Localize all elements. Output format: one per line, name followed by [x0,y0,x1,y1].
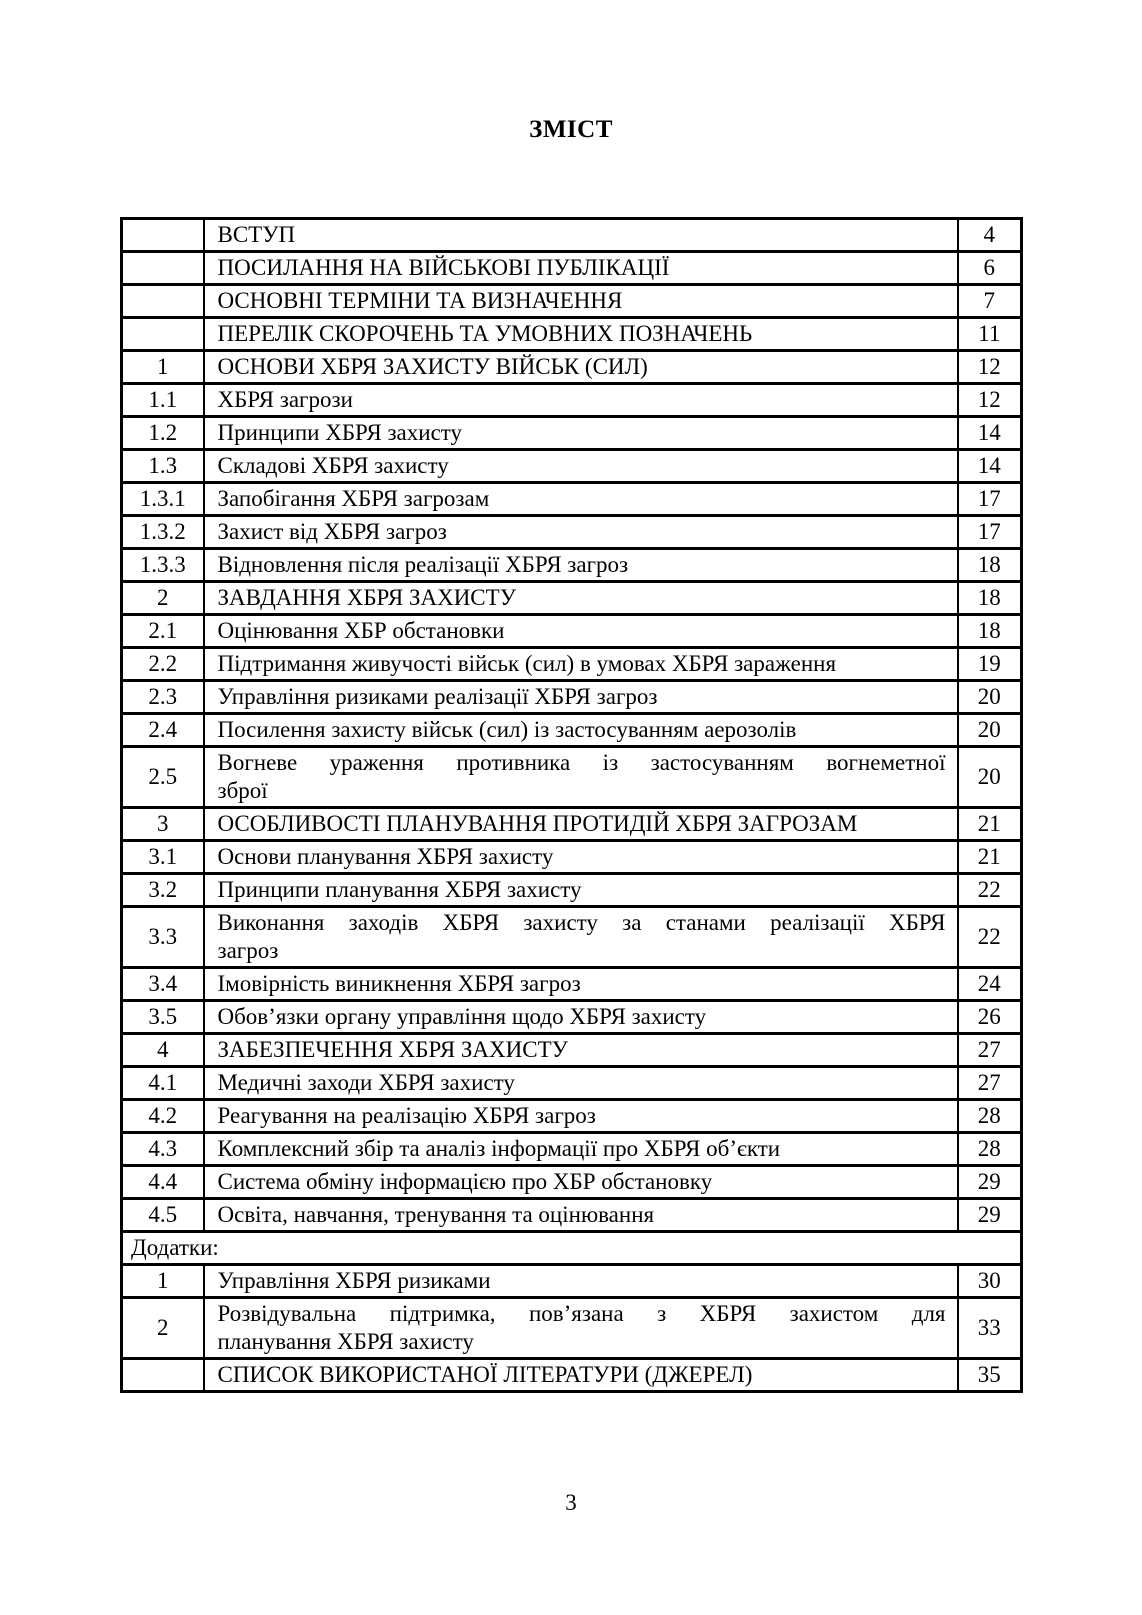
table-row [122,1001,1022,1034]
row-title-text: ПОСИЛАННЯ НА ВІЙСЬКОВІ ПУБЛІКАЦІЇ [217,255,670,280]
row-title-cell [204,747,958,808]
row-title-cell [204,384,958,417]
table-row [122,1034,1022,1067]
row-number-cell: 2.3 [122,681,204,714]
row-page-cell: 29 [958,1166,1022,1199]
row-title-cell [204,450,958,483]
row-number-cell: 3.4 [122,968,204,1001]
row-title-cell [204,219,958,252]
table-row [122,747,1022,808]
row-page-cell: 7 [958,285,1022,318]
row-number-cell: 4.4 [122,1166,204,1199]
row-number-cell [122,318,204,351]
table-row [122,841,1022,874]
row-title-text: Посилення захисту військ (сил) із застосуванням аерозолів [217,717,797,742]
row-number-cell: 1.3.3 [122,549,204,582]
row-page-cell: 17 [958,516,1022,549]
row-title-line: зброї [217,778,268,803]
row-title-text: Захист від ХБРЯ загроз [217,519,447,544]
row-number-cell: 4.2 [122,1100,204,1133]
row-title-cell [204,582,958,615]
table-row [122,808,1022,841]
row-title-text: ВСТУП [217,222,296,247]
row-page-cell: 19 [958,648,1022,681]
page-title: ЗМІСТ [529,116,613,143]
row-title-line: загроз [217,938,279,963]
row-title-cell [204,681,958,714]
row-number-cell [122,219,204,252]
row-title-text: Принципи ХБРЯ захисту [217,420,463,445]
row-title-text: ОСНОВИ ХБРЯ ЗАХИСТУ ВІЙСЬК (СИЛ) [217,354,648,379]
row-page-cell: 26 [958,1001,1022,1034]
row-title-text: Управління ХБРЯ ризиками [217,1268,491,1293]
table-row [122,1265,1022,1298]
row-number-cell: 2 [122,582,204,615]
row-number-cell: 1.3.2 [122,516,204,549]
row-number-cell [122,252,204,285]
row-title-text: ОСОБЛИВОСТІ ПЛАНУВАННЯ ПРОТИДІЙ ХБРЯ ЗАГРОЗАМ [217,811,858,836]
row-page-cell: 20 [958,681,1022,714]
row-number-cell: 4.5 [122,1199,204,1232]
row-number-cell: 1.3 [122,450,204,483]
table-row [122,285,1022,318]
section-label-cell: Додатки: [122,1232,1022,1265]
row-number-cell: 4.1 [122,1067,204,1100]
row-page-cell: 21 [958,841,1022,874]
table-row [122,318,1022,351]
row-title-text: ЗАВДАННЯ ХБРЯ ЗАХИСТУ [217,585,516,610]
row-title-text: Запобігання ХБРЯ загрозам [217,486,490,511]
row-number-cell: 4.3 [122,1133,204,1166]
table-row [122,874,1022,907]
row-title-text: СПИСОК ВИКОРИСТАНОЇ ЛІТЕРАТУРИ (ДЖЕРЕЛ) [217,1362,753,1387]
row-page-cell: 14 [958,450,1022,483]
row-page-cell: 17 [958,483,1022,516]
row-number-cell: 3.1 [122,841,204,874]
table-row [122,1133,1022,1166]
row-page-cell: 28 [958,1100,1022,1133]
row-number-cell [122,1359,204,1392]
row-title-text: Основи планування ХБРЯ захисту [217,844,554,869]
table-row [122,615,1022,648]
row-number-cell: 1.3.1 [122,483,204,516]
row-title-text: Складові ХБРЯ захисту [217,453,449,478]
table-row [122,681,1022,714]
table-row [122,1067,1022,1100]
row-title-cell [204,351,958,384]
row-number-cell: 4 [122,1034,204,1067]
table-row [122,582,1022,615]
row-title-cell [204,1265,958,1298]
row-title-cell [204,1067,958,1100]
row-title-text: Відновлення після реалізації ХБРЯ загроз [217,552,629,577]
table-row [122,450,1022,483]
row-number-cell: 1 [122,351,204,384]
page-number: 3 [565,1490,577,1515]
row-number-cell: 3.3 [122,907,204,968]
table-row [122,516,1022,549]
row-page-cell: 18 [958,615,1022,648]
row-page-cell: 4 [958,219,1022,252]
table-row [122,219,1022,252]
row-title-cell [204,841,958,874]
table-row [122,1166,1022,1199]
row-title-text: Реагування на реалізацію ХБРЯ загроз [217,1103,596,1128]
row-number-cell [122,285,204,318]
row-title-cell [204,874,958,907]
row-page-cell: 6 [958,252,1022,285]
row-page-cell: 27 [958,1067,1022,1100]
table-row [122,1199,1022,1232]
row-title-text: ПЕРЕЛІК СКОРОЧЕНЬ ТА УМОВНИХ ПОЗНАЧЕНЬ [217,321,753,346]
row-page-cell: 33 [958,1298,1022,1359]
row-title-text: ХБРЯ загрози [217,387,353,412]
row-title-cell [204,1100,958,1133]
row-number-cell: 3.5 [122,1001,204,1034]
row-page-cell: 20 [958,714,1022,747]
table-row [122,549,1022,582]
row-title-cell [204,648,958,681]
row-title-cell [204,714,958,747]
row-title-cell [204,1298,958,1359]
row-page-cell: 30 [958,1265,1022,1298]
row-page-cell: 20 [958,747,1022,808]
row-page-cell: 11 [958,318,1022,351]
toc-table-body [122,219,1022,1392]
row-title-cell [204,1001,958,1034]
row-page-cell: 24 [958,968,1022,1001]
row-title-cell [204,516,958,549]
table-row [122,417,1022,450]
row-page-cell: 12 [958,351,1022,384]
row-title-text: ОСНОВНІ ТЕРМІНИ ТА ВИЗНАЧЕННЯ [217,288,623,313]
row-page-cell: 28 [958,1133,1022,1166]
row-page-cell: 18 [958,549,1022,582]
row-title-cell [204,808,958,841]
row-title-cell [204,1166,958,1199]
row-title-text: Освіта, навчання, тренування та оцінювання [217,1202,655,1227]
row-title-line: Вогневе ураження противника із застосуванням вогнеметної [217,750,946,775]
table-row [122,714,1022,747]
row-title-cell [204,1133,958,1166]
row-title-line: планування ХБРЯ захисту [217,1329,474,1354]
row-number-cell: 3.2 [122,874,204,907]
row-title-text: Комплексний збір та аналіз інформації про ХБРЯ об’єкти [217,1136,781,1161]
row-number-cell: 1.1 [122,384,204,417]
row-page-cell: 21 [958,808,1022,841]
row-title-cell [204,252,958,285]
row-title-cell [204,285,958,318]
row-number-cell: 2.2 [122,648,204,681]
row-title-cell [204,907,958,968]
row-page-cell: 22 [958,907,1022,968]
row-title-text: Система обміну інформацією про ХБР обстановку [217,1169,713,1194]
row-title-text: Медичні заходи ХБРЯ захисту [217,1070,515,1095]
row-page-cell: 27 [958,1034,1022,1067]
row-title-cell [204,968,958,1001]
table-row [122,1100,1022,1133]
row-page-cell: 18 [958,582,1022,615]
table-row [122,1359,1022,1392]
table-row [122,483,1022,516]
row-title-cell [204,615,958,648]
row-number-cell: 2.4 [122,714,204,747]
row-title-text: Принципи планування ХБРЯ захисту [217,877,582,902]
row-title-text: ЗАБЕЗПЕЧЕННЯ ХБРЯ ЗАХИСТУ [217,1037,568,1062]
row-title-cell [204,417,958,450]
row-title-text: Обов’язки органу управління щодо ХБРЯ захисту [217,1004,707,1029]
row-page-cell: 12 [958,384,1022,417]
row-number-cell: 1 [122,1265,204,1298]
row-page-cell: 35 [958,1359,1022,1392]
row-page-cell: 22 [958,874,1022,907]
row-title-cell [204,1034,958,1067]
row-title-text: Оцінювання ХБР обстановки [217,618,505,643]
table-row [122,252,1022,285]
table-row [122,907,1022,968]
table-row [122,1298,1022,1359]
table-row [122,351,1022,384]
toc-table [120,217,1023,1393]
row-title-line: Виконання заходів ХБРЯ захисту за станами реалізації ХБРЯ [217,910,946,935]
row-title-cell [204,1359,958,1392]
table-row [122,648,1022,681]
row-title-cell [204,483,958,516]
row-number-cell: 2 [122,1298,204,1359]
row-title-cell [204,318,958,351]
row-title-cell [204,1199,958,1232]
table-row [122,968,1022,1001]
row-page-cell: 14 [958,417,1022,450]
row-number-cell: 1.2 [122,417,204,450]
row-number-cell: 3 [122,808,204,841]
row-page-cell: 29 [958,1199,1022,1232]
table-row [122,384,1022,417]
row-title-line: Розвідувальна підтримка, пов’язана з ХБРЯ захистом для [217,1301,946,1326]
row-title-text: Підтримання живучості військ (сил) в умовах ХБРЯ зараження [217,651,837,676]
row-title-text: Імовірність виникнення ХБРЯ загроз [217,971,581,996]
row-title-text: Управління ризиками реалізації ХБРЯ загроз [217,684,658,709]
row-title-cell [204,549,958,582]
row-number-cell: 2.5 [122,747,204,808]
table-row [122,1232,1022,1265]
row-number-cell: 2.1 [122,615,204,648]
